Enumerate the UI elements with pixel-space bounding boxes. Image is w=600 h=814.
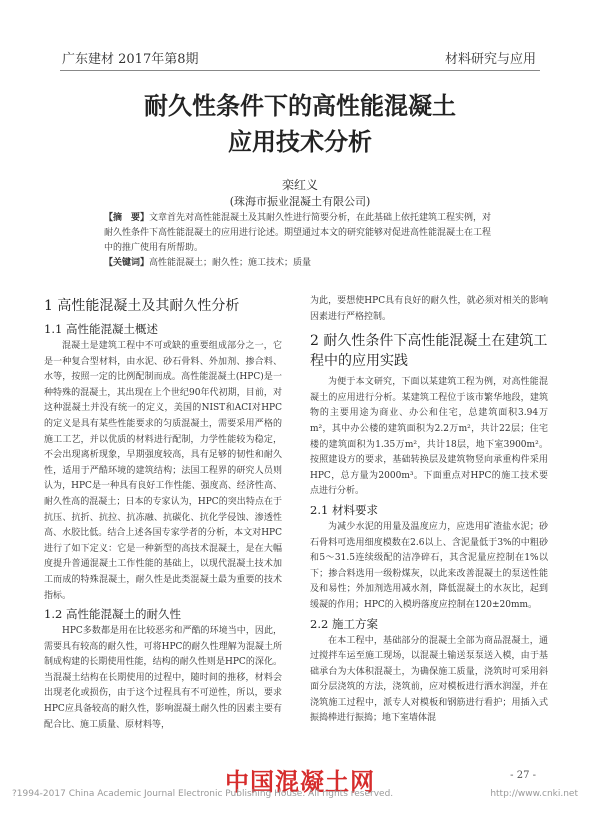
copyright-text: ?1994-2017 China Academic Journal Electronic Publishing House. All rights reserved. bbox=[12, 789, 394, 799]
section-1-1-heading: 1.1 高性能混凝土概述 bbox=[44, 322, 158, 336]
section-1-2-heading: 1.2 高性能混凝土的耐久性 bbox=[44, 607, 181, 622]
section-2-2-paragraph: 在本工程中，基础部分的混凝土全部为商品混凝土，通过搅拌车运至施工现场，以混凝土输送泵泵送入模，由于基础承台为大体积混凝土，为确保施工质量，浇筑时可采用斜面分层浇筑的方法，浇筑前，应对模板进行洒水润湿，并在浇筑施工过程中，派专人对模板和钢筋进行看护；用插入式振捣棒进行振捣；地下室墙体混 bbox=[310, 635, 548, 724]
section-2-2-heading: 2.2 施工方案 bbox=[310, 616, 378, 631]
copyright-line bbox=[12, 789, 588, 799]
header-divider bbox=[60, 70, 540, 71]
left-column bbox=[44, 294, 282, 733]
section-header: 材料研究与应用 bbox=[444, 52, 536, 67]
keywords-tag: 【关键词】 bbox=[104, 258, 150, 268]
abstract-text: 文章首先对高性能混凝土及其耐久性进行简要分析，在此基础上依托建筑工程实例，对耐久性条件下高性能混凝土的应用进行论述。期望通过本文的研究能够对促进高性能混凝土在工程中的推广使用有所帮助。 bbox=[104, 213, 492, 253]
abstract bbox=[104, 211, 496, 256]
section-1-heading: 1 高性能混凝土及其耐久性分析 bbox=[44, 298, 240, 314]
page-number: - 27 - bbox=[510, 770, 536, 781]
cnki-link[interactable]: http://www.cnki.net bbox=[490, 789, 578, 799]
article-title bbox=[0, 88, 600, 160]
section-2-1-paragraph: 为减少水泥的用量及温度应力，应选用矿渣盐水泥；砂石骨料可选用细度模数在2.6以上、含泥量低于3%的中粗砂和5～31.5连续级配的洁净碎石，其含泥量应控制在1%以下；掺合料选用一级粉煤灰，以此来改善混凝土的泵送性能及和易性；外加剂选用减水剂，降低混凝土的水灰比，起到缓凝的作用；HPC的入模坍落度应控制在120±20mm。 bbox=[310, 521, 548, 610]
continued-paragraph: 为此，要想使HPC具有良好的耐久性，就必须对相关的影响因素进行严格控制。 bbox=[310, 296, 548, 322]
title-line-1: 耐久性条件下的高性能混凝土 bbox=[144, 92, 456, 120]
watermark-logo: 中国混凝土网 bbox=[225, 768, 375, 796]
abstract-tag: 【摘 要】 bbox=[104, 213, 150, 223]
right-column bbox=[310, 294, 548, 727]
section-2-1-heading: 2.1 材料要求 bbox=[310, 502, 378, 517]
section-1-2-paragraph: HPC多数都是用在比较恶劣和严酷的环境当中，因此，需要具有较高的耐久性，可将HPC的耐久性理解为混凝土所制成构建的长期使用性能，结构的耐久性则是HPC的深化。当混凝土结构在长期使用的过程中，随时间的推移，材料会出现老化或损伤，由于这个过程具有不可逆性，所以，要求HPC应具备较高的耐久性，影响混凝土耐久性的因素主要有配合比、施工质量、原材料等， bbox=[44, 626, 282, 730]
journal-header: 广东建材 2017年第8期 bbox=[62, 52, 199, 67]
affiliation: (珠海市振业混凝土有限公司) bbox=[229, 195, 371, 208]
abstract-block bbox=[104, 211, 496, 271]
author: 栾红义 bbox=[281, 178, 318, 192]
section-2-heading: 2 耐久性条件下高性能混凝土在建筑工程中的应用实践 bbox=[310, 333, 548, 370]
section-1-1-paragraph: 混凝土是建筑工程中不可或缺的重要组成部分之一，它是一种复合型材料，由水泥、砂石骨料、外加剂、掺合料、水等，按照一定的比例配制而成。高性能混凝土(HPC)是一种特殊的混凝土，其出现在上个世纪90年代初期，目前，对这种混凝土并没有统一的定义，美国的NIST和ACI对HPC的定义是具有某些性能要求的匀质混凝土，需要采用严格的施工工艺，并以优质的材料进行配制，力学性能较为稳定，不会出现离析现象，早期强度较高，具有足够的韧性和耐久性，适用于严酷环境的建筑结构；法国工程界的研究人员则认为，HPC是一种具有良好工作性能、强度高、经济性高、耐久性高的混凝土；日本的专家认为，HPC的突出特点在于抗压、抗折、抗拉、抗冻融、抗碳化、抗化学侵蚀、渗透性高、水胶比低。结合上述各国专家学者的分析，本文对HPC进行了如下定义：它是一种新型的高技术混凝土，是在大幅度提升普通混凝土工作性能的基础上，以现代混凝土技术加工而成的特殊混凝土，耐久性是此类混凝土最为重要的技术指标。 bbox=[44, 341, 282, 601]
title-line-2: 应用技术分析 bbox=[228, 128, 372, 156]
keywords bbox=[104, 256, 496, 271]
section-2-paragraph: 为便于本文研究，下面以某建筑工程为例，对高性能混凝土的应用进行分析。某建筑工程位于该市繁华地段，建筑物的主要用途为商业、办公和住宅，总建筑面积3.94万m²，其中办公楼的建筑面积为2.2万m²，共计22层；住宅楼的建筑面积为1.35万m²，共计18层，地下室3900m²。按照建设方的要求，基础转换层及建筑物竖向承重构件采用HPC，总方量为2000m³。下面重点对HPC的施工技术要点进行分析。 bbox=[310, 377, 548, 497]
keywords-text: 高性能混凝土；耐久性；施工技术；质量 bbox=[149, 258, 312, 268]
